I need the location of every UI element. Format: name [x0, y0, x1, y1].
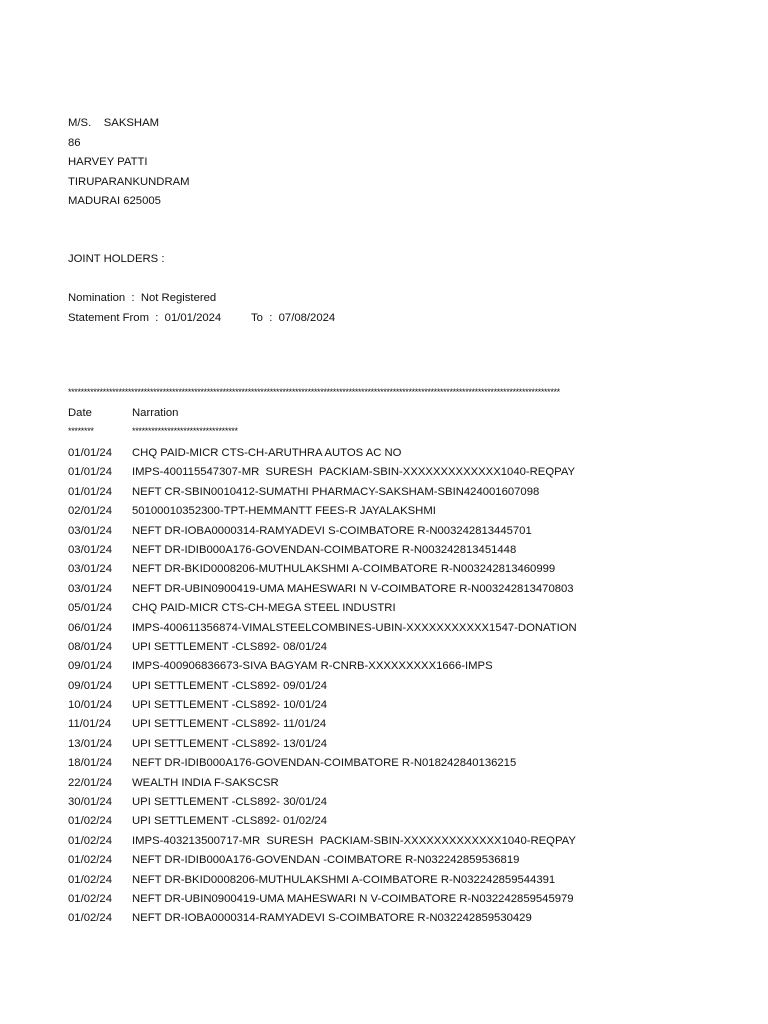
transaction-narration: UPI SETTLEMENT -CLS892- 08/01/24	[132, 640, 328, 653]
transaction-narration: UPI SETTLEMENT -CLS892- 10/01/24	[132, 699, 328, 712]
transaction-date: 01/02/24	[68, 854, 112, 867]
header-underline	[68, 426, 688, 438]
transaction-date: 10/01/24	[68, 699, 112, 712]
transaction-date: 06/01/24	[68, 621, 112, 634]
transaction-list	[68, 446, 688, 931]
transaction-narration: NEFT DR-IDIB000A176-GOVENDAN-COIMBATORE R-N003242813451448	[132, 543, 517, 556]
table-row	[68, 446, 688, 465]
table-row	[68, 504, 688, 523]
transaction-date: 13/01/24	[68, 737, 112, 750]
transaction-date: 30/01/24	[68, 796, 112, 809]
transaction-narration: NEFT CR-SBIN0010412-SUMATHI PHARMACY-SAKSHAM-SBIN424001607098	[132, 485, 540, 498]
table-row	[68, 814, 688, 833]
table-row	[68, 465, 688, 484]
transaction-date: 01/02/24	[68, 892, 112, 905]
transaction-date: 03/01/24	[68, 582, 112, 595]
separator-line: ************************************************************************************************************************************************************	[68, 387, 560, 397]
statement-period-to: To : 07/08/2024	[251, 312, 336, 324]
transaction-date: 01/02/24	[68, 834, 112, 847]
transaction-date: 03/01/24	[68, 524, 112, 537]
transaction-date: 03/01/24	[68, 563, 112, 576]
transaction-narration: UPI SETTLEMENT -CLS892- 01/02/24	[132, 815, 328, 828]
customer-address-block	[68, 116, 190, 214]
transaction-narration: WEALTH INDIA F-SAKSCSR	[132, 776, 279, 789]
transaction-narration: UPI SETTLEMENT -CLS892- 09/01/24	[132, 679, 328, 692]
table-row	[68, 601, 688, 620]
transaction-narration: NEFT DR-BKID0008206-MUTHULAKSHMI A-COIMBATORE R-N003242813460999	[132, 563, 556, 576]
address-line-1: 86	[68, 136, 81, 149]
transaction-narration: IMPS-403213500717-MR SURESH PACKIAM-SBIN-XXXXXXXXXXXXX1040-REQPAY	[132, 834, 576, 847]
table-row	[68, 756, 688, 775]
transaction-narration: NEFT DR-IDIB000A176-GOVENDAN -COIMBATORE R-N032242859536819	[132, 854, 520, 867]
table-row	[68, 621, 688, 640]
transaction-narration: UPI SETTLEMENT -CLS892- 11/01/24	[132, 718, 327, 731]
transaction-narration: NEFT DR-UBIN0900419-UMA MAHESWARI N V-COIMBATORE R-N003242813470803	[132, 582, 574, 595]
table-row	[68, 698, 688, 717]
transaction-date: 09/01/24	[68, 660, 112, 673]
transaction-narration: UPI SETTLEMENT -CLS892- 30/01/24	[132, 796, 328, 809]
address-line-2: HARVEY PATTI	[68, 156, 148, 168]
table-row	[68, 485, 688, 504]
table-row	[68, 640, 688, 659]
transaction-narration: NEFT DR-IDIB000A176-GOVENDAN-COIMBATORE R-N018242840136215	[132, 757, 517, 770]
table-row	[68, 562, 688, 581]
transaction-narration: CHQ PAID-MICR CTS-CH-ARUTHRA AUTOS AC NO	[132, 447, 402, 459]
table-row	[68, 853, 688, 872]
transaction-narration: UPI SETTLEMENT -CLS892- 13/01/24	[132, 737, 328, 750]
table-row	[68, 524, 688, 543]
transaction-narration: IMPS-400115547307-MR SURESH PACKIAM-SBIN-XXXXXXXXXXXXX1040-REQPAY	[132, 466, 576, 479]
transaction-date: 05/01/24	[68, 602, 112, 615]
transaction-date: 01/02/24	[68, 873, 112, 886]
statement-period-from: Statement From : 01/01/2024	[68, 312, 222, 324]
transaction-date: 22/01/24	[68, 776, 112, 789]
transaction-narration: NEFT DR-IOBA0000314-RAMYADEVI S-COIMBATORE R-N032242859530429	[132, 912, 532, 925]
table-row	[68, 892, 688, 911]
nomination-status: Nomination : Not Registered	[68, 292, 217, 304]
address-line-4: MADURAI 625005	[68, 195, 161, 207]
table-row	[68, 795, 688, 814]
narration-header-underline: *********************************	[132, 426, 238, 436]
address-line-3: TIRUPARANKUNDRAM	[68, 175, 190, 188]
joint-holders-label: JOINT HOLDERS :	[68, 253, 165, 265]
table-row	[68, 543, 688, 562]
table-row	[68, 582, 688, 601]
date-header-underline: ********	[68, 426, 94, 436]
table-row	[68, 737, 688, 756]
table-row	[68, 911, 688, 930]
transaction-narration: IMPS-400906836673-SIVA BAGYAM R-CNRB-XXXXXXXXX1666-IMPS	[132, 660, 493, 673]
date-column-header: Date	[68, 407, 92, 419]
transaction-date: 02/01/24	[68, 505, 112, 518]
transaction-narration: NEFT DR-BKID0008206-MUTHULAKSHMI A-COIMBATORE R-N032242859544391	[132, 873, 556, 886]
transaction-narration: IMPS-400611356874-VIMALSTEELCOMBINES-UBIN-XXXXXXXXXXX1547-DONATION	[132, 621, 577, 634]
narration-column-header: Narration	[132, 407, 179, 419]
table-row	[68, 717, 688, 736]
transaction-date: 01/01/24	[68, 447, 112, 459]
transaction-narration: CHQ PAID-MICR CTS-CH-MEGA STEEL INDUSTRI	[132, 602, 396, 615]
transaction-date: 01/01/24	[68, 466, 112, 479]
transaction-date: 01/02/24	[68, 912, 112, 925]
table-row	[68, 679, 688, 698]
transaction-date: 01/01/24	[68, 485, 112, 498]
transaction-date: 08/01/24	[68, 640, 112, 653]
transaction-date: 11/01/24	[68, 718, 112, 731]
table-row	[68, 873, 688, 892]
table-row	[68, 776, 688, 795]
table-row	[68, 834, 688, 853]
transaction-narration: NEFT DR-UBIN0900419-UMA MAHESWARI N V-COIMBATORE R-N032242859545979	[132, 892, 574, 905]
table-row	[68, 659, 688, 678]
customer-name: M/S. SAKSHAM	[68, 117, 160, 129]
transaction-date: 09/01/24	[68, 679, 112, 692]
transaction-date: 03/01/24	[68, 543, 112, 556]
transaction-narration: NEFT DR-IOBA0000314-RAMYADEVI S-COIMBATORE R-N003242813445701	[132, 524, 532, 537]
transaction-date: 18/01/24	[68, 757, 112, 770]
transaction-narration: 50100010352300-TPT-HEMMANTT FEES-R JAYALAKSHMI	[132, 505, 436, 518]
transaction-date: 01/02/24	[68, 815, 112, 828]
